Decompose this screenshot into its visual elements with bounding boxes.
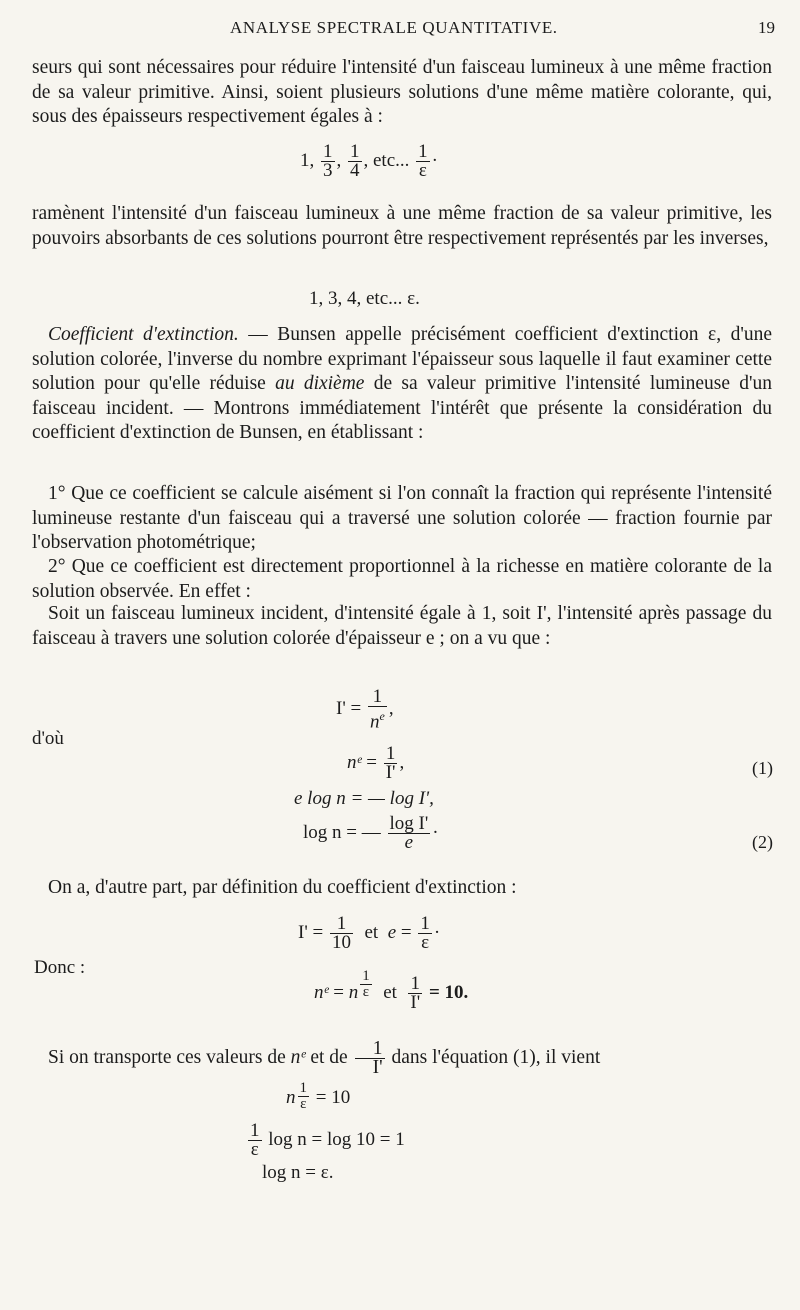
paragraph-incident-beam: Soit un faisceau lumineux incident, d'intensité égale à 1, soit I', l'intensité après passage du faisceau à travers une solution colorée d'épaisseur e ; on a vu que : bbox=[32, 603, 772, 649]
equation-number-2: (2) bbox=[752, 832, 773, 852]
paragraph-transport: Si on transporte ces valeurs de nᵉ et de $\frac{1}{I'}$ dans l'équation (1), il vient bbox=[48, 1038, 601, 1078]
paragraph-point-1: 1° Que ce coefficient se calcule aisément si l'on connaît la fraction qui représente l'intensité lumineuse restante d'un faisceau qui a traversé une solution colorée — fraction fournie par l'observation photométrique; bbox=[32, 483, 772, 553]
equation-substitution: nᵉ = n $\frac{1}{\varepsilon}$ et $\frac{1}{I'}$ = 10. bbox=[314, 968, 469, 1013]
paragraph-point-2: 2° Que ce coefficient est directement proportionnel à la richesse en matière colorante de la solution observée. En effet : bbox=[32, 556, 772, 602]
paragraph-extinction-definition: Coefficient d'extinction. — Bunsen appelle précisément coefficient d'extinction ε, d'une solution colorée, l'inverse du nombre exprimant l'épaisseur sous laquelle il faut examiner cette solution pour qu'elle réduise au dixième de sa valeur primitive l'intensité lumineuse d'un faisceau incident. — Montrons immédiatement l'intérêt que présente la considération du coefficient d'extinction de Bunsen, en établissant : bbox=[32, 324, 772, 443]
label-dou: d'où bbox=[32, 728, 64, 749]
equation-log-relation: e log n = — log I', bbox=[294, 788, 434, 809]
paragraph-definition-recall: On a, d'autre part, par définition du coefficient d'extinction : bbox=[48, 877, 517, 898]
equation-power-ten: n $\frac{1}{\varepsilon}$ = 10 bbox=[286, 1080, 351, 1112]
equation-number-1: (1) bbox=[752, 758, 773, 778]
running-title: ANALYSE SPECTRALE QUANTITATIVE. bbox=[230, 18, 558, 37]
thickness-series: 1, $\frac{1}{3}$ , $\frac{1}{4}$ , etc... $\frac{1}{\varepsilon}$ · bbox=[300, 141, 438, 181]
equation-2: log n = — $\frac{\text{log I'}}{e}$ · bbox=[303, 813, 439, 853]
page-number: 19 bbox=[758, 18, 775, 37]
label-donc: Donc : bbox=[34, 957, 86, 978]
equation-intensity: I' = $\frac{1}{n^e}$ , bbox=[336, 686, 394, 733]
paragraph-inverses: ramènent l'intensité d'un faisceau lumineux à une même fraction de sa valeur primitive, les pouvoirs absorbants de ces solutions pourront être respectivement représentés par les inverses, bbox=[32, 203, 772, 249]
equation-definition-values: I' = $\frac{1}{10}$ et e = $\frac{1}{\varepsilon}$ · bbox=[298, 913, 441, 953]
equation-log-ten: $\frac{1}{\varepsilon}$ log n = log 10 = 1 bbox=[250, 1120, 405, 1160]
paragraph-intro: seurs qui sont nécessaires pour réduire l'intensité d'un faisceau lumineux à une même fraction de sa valeur primitive. Ainsi, soient plusieurs solutions d'une même matière colorante, qui, sous des épaisseurs respectivement égales à : bbox=[32, 57, 772, 127]
equation-result: log n = ε. bbox=[262, 1162, 334, 1183]
equation-1: nᵉ = $\frac{1}{I'}$ , bbox=[347, 743, 405, 783]
inverses-series: 1, 3, 4, etc... ε. bbox=[309, 288, 420, 309]
page-header bbox=[0, 18, 800, 42]
